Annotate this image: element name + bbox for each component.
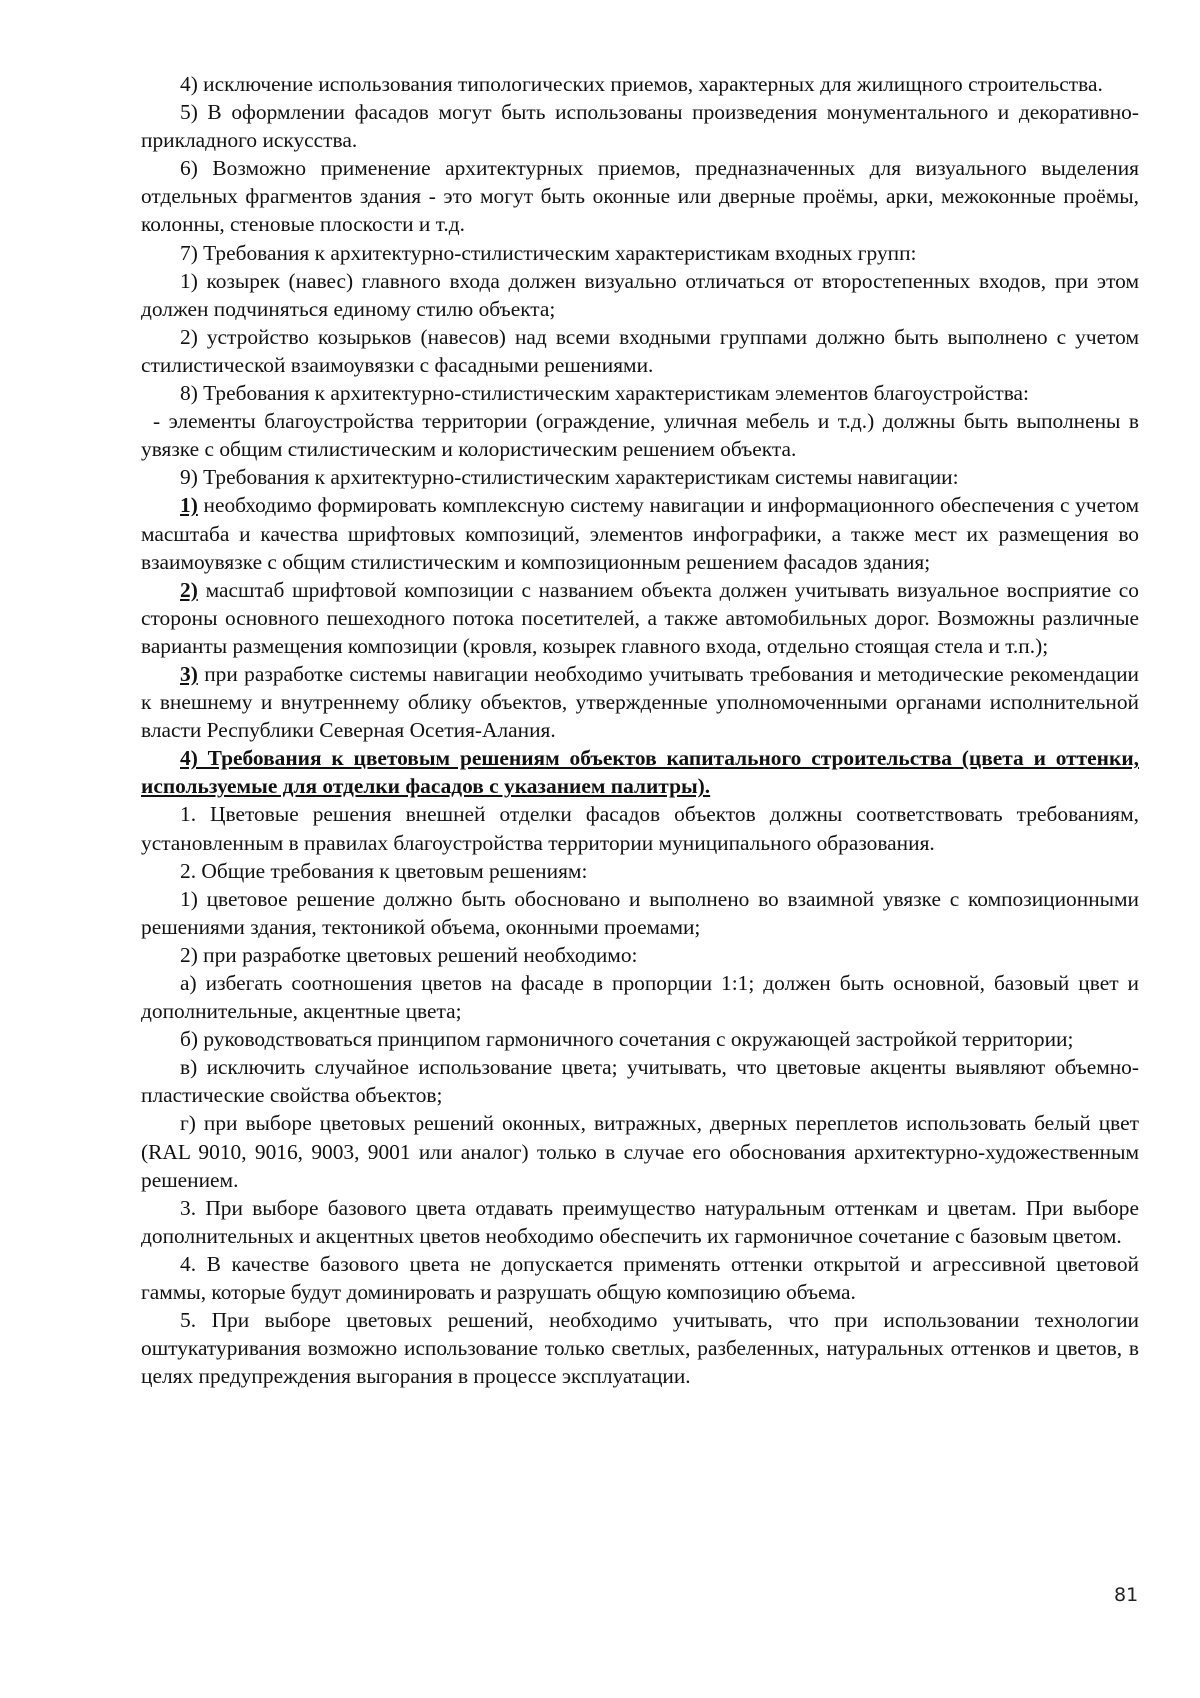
paragraph-navigation-1: [141, 491, 1139, 575]
paragraph-landscaping-requirements: 8) Требования к архитектурно-стилистическим характеристикам элементов благоустройства:: [180, 381, 1029, 406]
paragraph-color-2-2-b: б) руководствоваться принципом гармоничного сочетания с окружающей застройкой территории;: [180, 1027, 1074, 1052]
paragraph-color-2-2: 2) при разработке цветовых решений необходимо:: [180, 942, 638, 967]
paragraph-color-2: 2. Общие требования к цветовым решениям:: [180, 858, 588, 883]
paragraph-color-1: 1. Цветовые решения внешней отделки фасадов объектов должны соответствовать требованиям, установленным в правилах благоустройства территории муниципального образования.: [141, 802, 1139, 855]
paragraph-navigation-3: [141, 660, 1139, 744]
document-page: [141, 70, 1139, 1390]
paragraph-color-2-2-a: а) избегать соотношения цветов на фасаде в пропорции 1:1; должен быть основной, базовый цвет и дополнительные, акцентные цвета;: [141, 971, 1139, 1024]
paragraph-navigation-requirements: 9) Требования к архитектурно-стилистическим характеристикам системы навигации:: [180, 465, 959, 490]
paragraph-item-6: 6) Возможно применение архитектурных приемов, предназначенных для визуального выделения отдельных фрагментов здания - это могут быть оконные или дверные проёмы, арки, межоконные проёмы, колонны, стеновые плоскости и т.д.: [141, 156, 1139, 237]
paragraph-item-5: 5) В оформлении фасадов могут быть использованы произведения монументального и декоративно-прикладного искусства.: [141, 100, 1139, 153]
paragraph-color-2-2-g: г) при выборе цветовых решений оконных, витражных, дверных переплетов использовать белый цвет (RAL 9010, 9016, 9003, 9001 или аналог) только в случае его обоснования архитектурно-художественным решением.: [141, 1111, 1139, 1192]
paragraph-entrance-canopies-all: 2) устройство козырьков (навесов) над всеми входными группами должно быть выполнено с учетом стилистической взаимоувязки с фасадными решениями.: [141, 324, 1139, 377]
paragraph-color-5: 5. При выборе цветовых решений, необходимо учитывать, что при использовании технологии оштукатуривания возможно использование только светлых, разбеленных, натуральных оттенков и цветов, в целях предупреждения выгорания в процессе эксплуатации.: [141, 1308, 1139, 1389]
paragraph-item-4: 4) исключение использования типологических приемов, характерных для жилищного строительства.: [180, 72, 1103, 96]
page-number: 81: [1114, 1584, 1139, 1606]
paragraph-color-2-2-v: в) исключить случайное использование цвета; учитывать, что цветовые акценты выявляют объемно-пластические свойства объектов;: [141, 1055, 1139, 1108]
paragraph-text: масштаб шрифтовой композиции с названием объекта должен учитывать визуальное восприятие со стороны основного пешеходного потока посетителей, а также автомобильных дорог. Возможны различные варианты размещения композиции (кровля, козырек главного входа, отдельно стоящая стела и т.п.);: [141, 577, 1139, 658]
paragraph-text: необходимо формировать комплексную систему навигации и информационного обеспечения с учетом масштаба и качества шрифтовых композиций, элементов инфографики, а также мест их размещения во взаимоувязке с общим стилистическим и композиционным решением фасадов здания;: [141, 493, 1139, 574]
list-number: 1): [180, 493, 198, 518]
paragraph-color-3: 3. При выборе базового цвета отдавать преимущество натуральным оттенкам и цветам. При выборе дополнительных и акцентных цветов необходимо обеспечить их гармоничное сочетание с базовым цветом.: [141, 1195, 1139, 1248]
paragraph-color-4: 4. В качестве базового цвета не допускается применять оттенки открытой и агрессивной цветовой гаммы, которые будут доминировать и разрушать общую композицию объема.: [141, 1251, 1139, 1305]
list-number: 3): [180, 661, 198, 686]
paragraph-entrance-canopy: 1) козырек (навес) главного входа должен визуально отличаться от второстепенных входов, при этом должен подчиняться единому стилю объекта;: [141, 268, 1139, 321]
paragraph-navigation-2: [141, 576, 1139, 660]
list-number: 2): [180, 577, 198, 602]
paragraph-color-2-1: 1) цветовое решение должно быть обосновано и выполнено во взаимной увязке с композиционными решениями здания, тектоникой объема, оконными проемами;: [141, 886, 1139, 939]
paragraph-text: при разработке системы навигации необходимо учитывать требования и методические рекомендации к внешнему и внутреннему облику объектов, утвержденные уполномоченными органами исполнительной власти Республики Северная Осетия-Алания.: [141, 661, 1139, 743]
section-heading-color-solutions: 4) Требования к цветовым решениям объектов капитального строительства (цвета и оттенки, используемые для отделки фасадов с указанием палитры).: [141, 746, 1139, 799]
paragraph-landscaping-elements: - элементы благоустройства территории (ограждение, уличная мебель и т.д.) должны быть выполнены в увязке с общим стилистическим и колористическим решением объекта.: [141, 409, 1139, 462]
paragraph-entrance-requirements: 7) Требования к архитектурно-стилистическим характеристикам входных групп:: [180, 240, 917, 265]
